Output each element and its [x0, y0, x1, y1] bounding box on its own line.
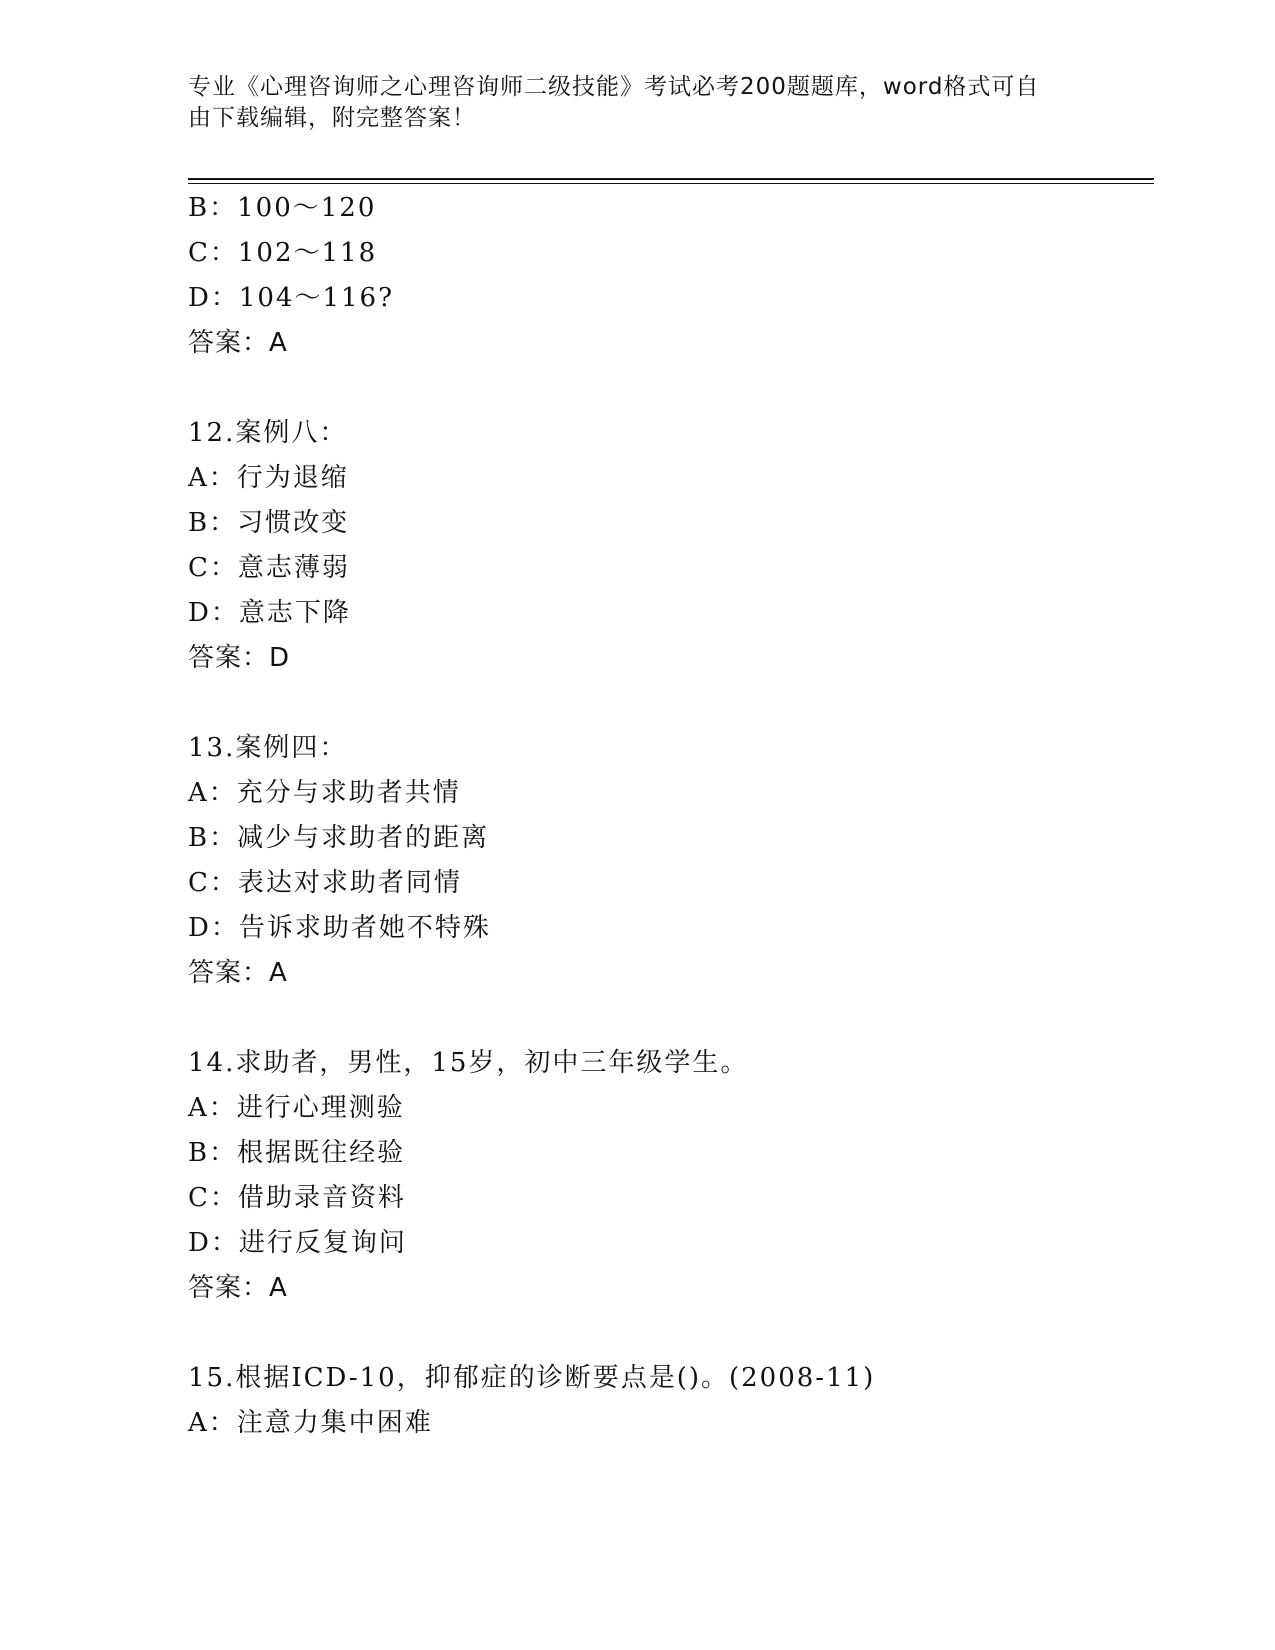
option-line: A：进行心理测验	[188, 1093, 405, 1123]
header-divider-thin	[188, 183, 1154, 184]
option-line: B：100～120	[188, 193, 377, 223]
question-title: 12.案例八：	[188, 418, 348, 448]
option-line: D：104～116?	[188, 283, 395, 313]
option-line: D：告诉求助者她不特殊	[188, 913, 491, 943]
header-line-1: 专业《心理咨询师之心理咨询师二级技能》考试必考200题题库，word格式可自	[188, 74, 1040, 100]
option-line: D：进行反复询问	[188, 1228, 407, 1258]
option-line: B：根据既往经验	[188, 1138, 406, 1168]
document-header	[188, 72, 1088, 134]
option-line: C：借助录音资料	[188, 1183, 406, 1213]
option-line: A：充分与求助者共情	[188, 778, 461, 808]
option-line: C：102～118	[188, 238, 378, 268]
header-line-2: 由下载编辑，附完整答案！	[188, 105, 476, 131]
option-line: D：意志下降	[188, 598, 351, 628]
option-line: C：表达对求助者同情	[188, 868, 462, 898]
answer-line: 答案：A	[188, 328, 288, 358]
answer-line: 答案：D	[188, 643, 291, 673]
answer-line: 答案：A	[188, 1273, 288, 1303]
option-line: C：意志薄弱	[188, 553, 350, 583]
option-line: B：习惯改变	[188, 508, 350, 538]
option-line: A：行为退缩	[188, 463, 349, 493]
header-divider-thick	[188, 178, 1154, 180]
question-title: 13.案例四：	[188, 733, 348, 763]
question-title: 15.根据ICD-10，抑郁症的诊断要点是()。(2008-11)	[188, 1363, 876, 1393]
option-line: A：注意力集中困难	[188, 1408, 433, 1438]
answer-line: 答案：A	[188, 958, 288, 988]
question-title: 14.求助者，男性，15岁，初中三年级学生。	[188, 1048, 749, 1078]
option-line: B：减少与求助者的距离	[188, 823, 490, 853]
